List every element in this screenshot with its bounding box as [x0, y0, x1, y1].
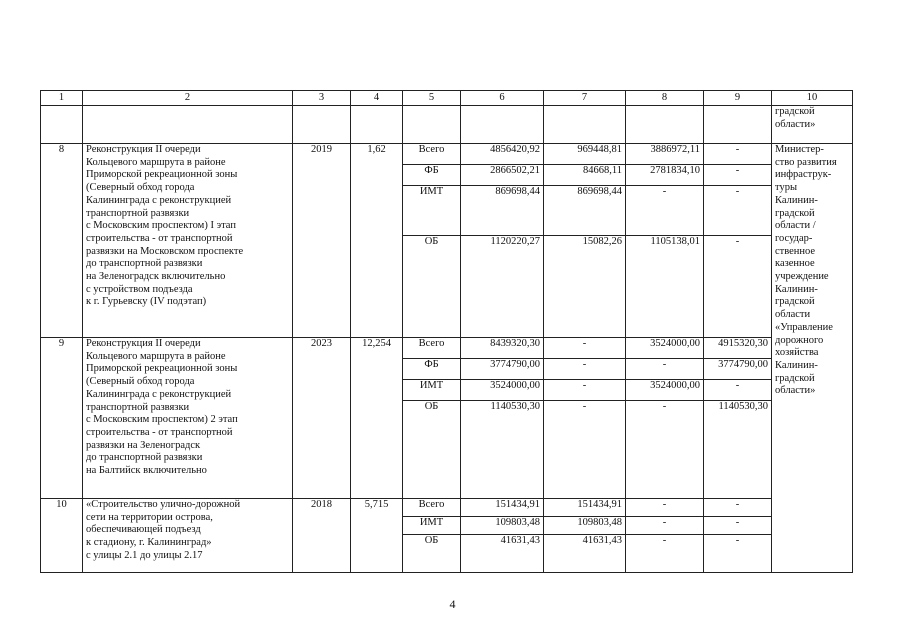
fund-year-1: 84668,11: [544, 165, 626, 186]
table-row: [41, 499, 853, 517]
fund-year-2: 3886972,11: [626, 144, 704, 165]
fund-source: ОБ: [403, 236, 461, 338]
fund-total: 1120220,27: [461, 236, 544, 338]
fund-source: ФБ: [403, 165, 461, 186]
fund-year-1: 109803,48: [544, 517, 626, 535]
fund-year-2: -: [626, 359, 704, 380]
fund-year-3: 1140530,30: [704, 401, 772, 499]
fund-year-2: 1105138,01: [626, 236, 704, 338]
page-number: 4: [449, 597, 456, 611]
fund-year-2: -: [626, 401, 704, 499]
project-year: 2019: [293, 144, 351, 338]
fund-total: 4856420,92: [461, 144, 544, 165]
fund-year-1: 15082,26: [544, 236, 626, 338]
fund-year-3: -: [704, 535, 772, 573]
fund-year-3: -: [704, 499, 772, 517]
fund-year-2: 3524000,00: [626, 338, 704, 359]
fund-year-2: -: [626, 517, 704, 535]
col-header-9: 9: [704, 91, 772, 106]
fund-year-3: -: [704, 380, 772, 401]
fund-source: ИМТ: [403, 186, 461, 236]
project-length: 12,254: [351, 338, 403, 499]
continuation-text: градской области»: [772, 106, 853, 144]
row-number: 8: [41, 144, 83, 338]
column-number-row: [41, 91, 853, 106]
fund-year-2: -: [626, 186, 704, 236]
col-header-5: 5: [403, 91, 461, 106]
fund-year-1: 151434,91: [544, 499, 626, 517]
fund-total: 8439320,30: [461, 338, 544, 359]
fund-source: ИМТ: [403, 380, 461, 401]
project-name: «Строительство улично-дорожной сети на территории острова, обеспечивающей подъезд к стадиону, г. Калининград» с улицы 2.1 до улицы 2.17: [83, 499, 293, 573]
fund-source: Всего: [403, 144, 461, 165]
project-year: 2023: [293, 338, 351, 499]
col-header-4: 4: [351, 91, 403, 106]
fund-total: 869698,44: [461, 186, 544, 236]
fund-year-1: 41631,43: [544, 535, 626, 573]
fund-source: Всего: [403, 338, 461, 359]
col-header-1: 1: [41, 91, 83, 106]
fund-source: Всего: [403, 499, 461, 517]
fund-year-3: 3774790,00: [704, 359, 772, 380]
fund-source: ОБ: [403, 401, 461, 499]
row-number: 10: [41, 499, 83, 573]
fund-year-2: -: [626, 499, 704, 517]
fund-year-3: -: [704, 236, 772, 338]
fund-year-2: -: [626, 535, 704, 573]
fund-total: 1140530,30: [461, 401, 544, 499]
program-table: [40, 90, 853, 573]
col-header-7: 7: [544, 91, 626, 106]
responsible-agency: Министер- ство развития инфраструк- туры Калинин- градской области / государ- ственное казенное учреждение Калинин- градской области «Управление дорожного хозяйства Калинин- градской области»: [772, 144, 853, 573]
fund-year-1: -: [544, 359, 626, 380]
continuation-row: [41, 106, 853, 144]
col-header-3: 3: [293, 91, 351, 106]
project-length: 5,715: [351, 499, 403, 573]
fund-year-1: 869698,44: [544, 186, 626, 236]
fund-total: 3524000,00: [461, 380, 544, 401]
fund-year-3: 4915320,30: [704, 338, 772, 359]
fund-total: 109803,48: [461, 517, 544, 535]
project-name: Реконструкция II очереди Кольцевого маршрута в районе Приморской рекреационной зоны (Северный обход города Калининграда с реконструкцией транспортной развязки с Московским проспектом) I этап строительства - от транспортной развязки на Московском проспекте до транспортной развязки на Зеленоградск включительно с устройством подъезда к г. Гурьевску (IV подэтап): [83, 144, 293, 338]
fund-total: 2866502,21: [461, 165, 544, 186]
project-year: 2018: [293, 499, 351, 573]
row-number: 9: [41, 338, 83, 499]
col-header-10: 10: [772, 91, 853, 106]
project-name: Реконструкция II очереди Кольцевого маршрута в районе Приморской рекреационной зоны (Северный обход города Калининграда с реконструкцией транспортной развязки с Московским проспектом) 2 этап строительства - от транспортной развязки на Зеленоградск до транспортной развязки на Балтийск включительно: [83, 338, 293, 499]
fund-source: ИМТ: [403, 517, 461, 535]
fund-year-1: -: [544, 338, 626, 359]
project-length: 1,62: [351, 144, 403, 338]
fund-year-2: 3524000,00: [626, 380, 704, 401]
fund-year-3: -: [704, 144, 772, 165]
fund-year-3: -: [704, 165, 772, 186]
fund-year-1: -: [544, 380, 626, 401]
fund-year-2: 2781834,10: [626, 165, 704, 186]
col-header-2: 2: [83, 91, 293, 106]
fund-total: 151434,91: [461, 499, 544, 517]
col-header-6: 6: [461, 91, 544, 106]
fund-source: ОБ: [403, 535, 461, 573]
col-header-8: 8: [626, 91, 704, 106]
table-row: [41, 338, 853, 359]
fund-year-1: -: [544, 401, 626, 499]
fund-total: 3774790,00: [461, 359, 544, 380]
fund-total: 41631,43: [461, 535, 544, 573]
fund-year-3: -: [704, 186, 772, 236]
fund-year-3: -: [704, 517, 772, 535]
table-row: [41, 144, 853, 165]
fund-year-1: 969448,81: [544, 144, 626, 165]
fund-source: ФБ: [403, 359, 461, 380]
